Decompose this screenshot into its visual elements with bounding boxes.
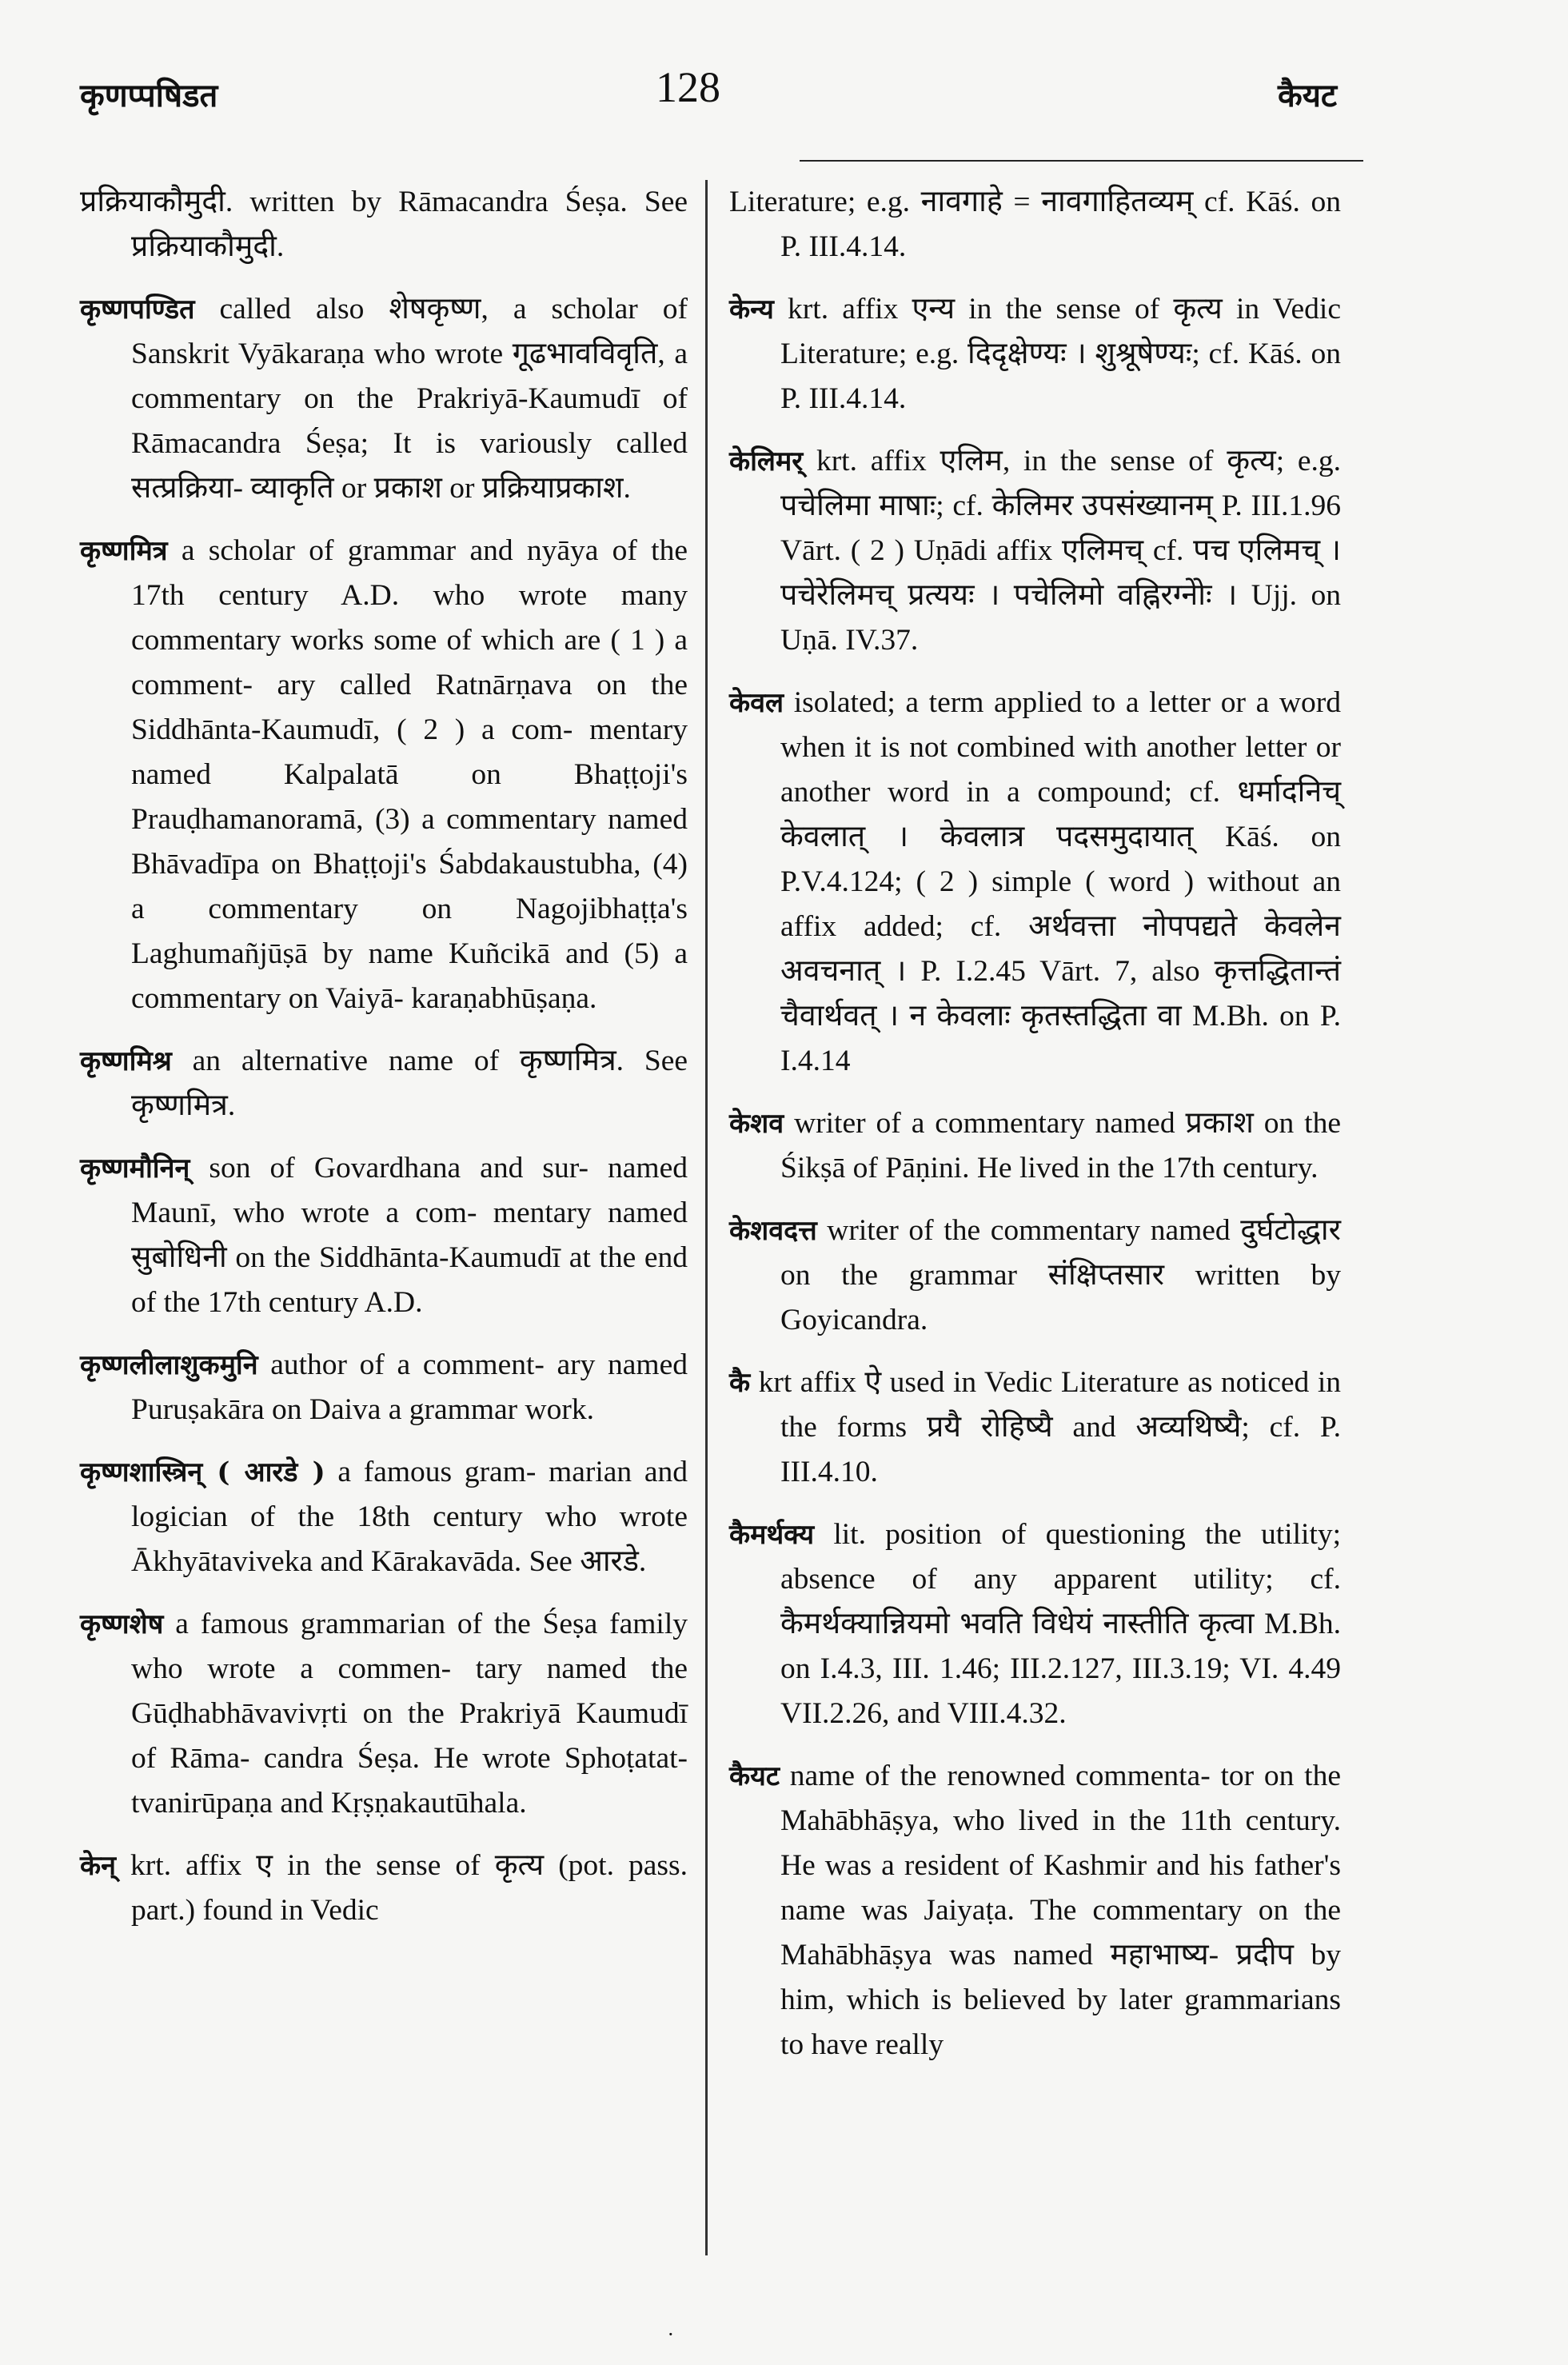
definition: isolated; a term applied to a letter or a word when it is not combined with another letter or another word in a compound; cf. धर्मादनिच् केवलात् । केवलात्र पदसमुदायात् Kāś. on P.V.4.124; ( 2 ) simple ( word ) without an affix added; cf. अर्थवत्ता नोपपद्यते केवलेन अवचनात् । P. I.2.45 Vārt. 7, also कृत्तद्धितान्तं चैवार्थवत् । न केवलाः कृतस्तद्धिता वा M.Bh. on P. I.4.14 (780, 686, 1341, 1077)
definition: writer of the commentary named दुर्घटोद्धार on the grammar संक्षिप्तसार written by Goyicandra. (780, 1214, 1341, 1336)
definition: name of the renowned commenta- tor on the Mahābhāṣya, who lived in the 11th century. He was a resident of Kashmir and his father's name was Jaiyaṭa. The commentary on the Mahābhāṣya was named महाभाष्य- प्रदीप by him, which is believed by later grammarians to have really (779, 1760, 1341, 2061)
entry (80, 1039, 688, 1129)
headword: कैयट (729, 1760, 780, 1792)
running-head-left: कृणप्पषिडत (80, 77, 218, 114)
headword: कृष्णशेष (80, 1608, 164, 1640)
definition: krt affix ऐ used in Vedic Literature as noticed in the forms प्रयै रोहिष्यै and अव्यथिष्यै; cf. P. III.4.10. (750, 1366, 1341, 1488)
entry (80, 1146, 688, 1325)
headword: कृष्णमिश्र (80, 1045, 172, 1077)
footer-mark: · (668, 2323, 674, 2346)
definition: a famous grammarian of the Śeṣa family who wrote a commen- tary named the Gūḍhabhāvavivṛti on the Prakriyā Kaumudī of Rāma- candra Śeṣa. He wrote Sphoṭatat- tvanirūpaṇa and Kṛṣṇakautūhala. (131, 1608, 688, 1820)
column-divider (705, 180, 708, 2255)
headword: केलिमर् (729, 445, 804, 477)
entry (80, 1602, 688, 1826)
definition: son of Govardhana and sur- named Maunī, who wrote a com- mentary named सुबोधिनी on the Siddhānta-Kaumudī at the end of the 17th century A.D. (131, 1152, 688, 1319)
definition: an alternative name of कृष्णमित्र. See कृष्णमित्र. (131, 1045, 688, 1122)
entry (729, 439, 1341, 663)
entry (729, 1512, 1341, 1736)
headword: कृष्णमित्र (80, 535, 168, 567)
definition: krt. affix एलिम, in the sense of कृत्य; e.g. पचेलिमा माषाः; cf. केलिमर उपसंख्यानम् P. III.1.96 Vārt. ( 2 ) Uṇādi affix एलिमच् cf. पच एलिमच् । पचेरेलिमच् प्रत्ययः । पचेलिमो वह्निरग्नेोः । Ujj. on Uṇā. IV.37. (780, 445, 1341, 657)
entry (729, 180, 1341, 270)
headword: कृष्णमौनिन् (80, 1153, 190, 1184)
entry (729, 1360, 1341, 1495)
headword: केवल (729, 687, 784, 719)
entry (80, 1844, 688, 1933)
headword: कै (729, 1367, 751, 1399)
entry (729, 1208, 1341, 1343)
entry (80, 529, 688, 1021)
headword: केशवदत्त (729, 1215, 817, 1247)
left-column (80, 180, 688, 1951)
entry (80, 180, 688, 270)
definition: a famous gram- marian and logician of the 18th century who wrote Ākhyātaviveka and Kārakavāda. See आरडे. (131, 1456, 688, 1578)
definition: lit. position of questioning the utility; absence of any apparent utility; cf. कैमर्थक्यान्नियमो भवति विधेयं नास्तीति कृत्वा M.Bh. on I.4.3, III. 1.46; III.2.127, III.3.19; VI. 4.49 VII.2.26, and VIII.4.32. (780, 1518, 1341, 1730)
definition: krt. affix एन्य in the sense of कृत्य in Vedic Literature; e.g. दिदृक्षेण्यः । शुश्रूषेण्यः; cf. Kāś. on P. III.4.14. (773, 293, 1341, 415)
headword: केन् (80, 1850, 116, 1882)
headword: कृष्णशास्त्रिन् ( आरडे ) (80, 1456, 325, 1488)
headword: केन्य (729, 294, 774, 326)
definition: writer of a commentary named प्रकाश on the Śikṣā of Pāṇini. He lived in the 17th century. (780, 1107, 1341, 1184)
entry (729, 1101, 1341, 1191)
running-head-right: कैयट (1278, 77, 1338, 114)
entry (80, 1343, 688, 1432)
headword: केशव (729, 1108, 784, 1140)
page-number: 128 (656, 63, 720, 111)
headword: कैमर्थक्य (729, 1519, 815, 1551)
headword: कृष्णलीलाशुकमुनि (80, 1349, 258, 1381)
entry (729, 287, 1341, 421)
definition: krt. affix ए in the sense of कृत्य (pot. pass. part.) found in Vedic (115, 1849, 688, 1927)
page-header (0, 0, 1568, 160)
definition: a scholar of grammar and nyāya of the 17th century A.D. who wrote many commentary works some of which are ( 1 ) a comment- ary called Ratnārṇava on the Siddhānta-Kaumudī, ( 2 ) a com- mentary named Kalpalatā on Bhaṭṭoji's Prauḍhamanoramā, (3) a commentary named Bhāvadīpa on Bhaṭṭoji's Śabdakaustubha, (4) a commentary on Nagojibhaṭṭa's Laghumañjūṣā by name Kuñcikā and (5) a commentary on Vaiyā- karaṇabhūṣaṇa. (131, 534, 688, 1015)
header-rule (800, 160, 1363, 162)
entry (80, 287, 688, 511)
definition: called also शेषकृष्ण, a scholar of Sanskrit Vyākaraṇa who wrote गूढभावविवृति, a commentary on the Prakriyā-Kaumudī of Rāmacandra Śeṣa; It is variously called सत्प्रक्रिया- व्याकृति or प्रकाश or प्रक्रियाप्रकाश. (131, 293, 688, 505)
headword: कृष्णपण्डित (80, 294, 195, 326)
right-column (729, 180, 1341, 2085)
entry (80, 1450, 688, 1584)
definition: Literature; e.g. नावगाहे = नावगाहितव्यम् cf. Kāś. on P. III.4.14. (729, 186, 1341, 263)
definition: author of a comment- ary named Puruṣakāra on Daiva a grammar work. (131, 1348, 688, 1426)
entry (729, 681, 1341, 1084)
definition: प्रक्रियाकौमुदी. written by Rāmacandra Śeṣa. See प्रक्रियाकौमुदी. (80, 186, 688, 263)
entry (729, 1754, 1341, 2067)
